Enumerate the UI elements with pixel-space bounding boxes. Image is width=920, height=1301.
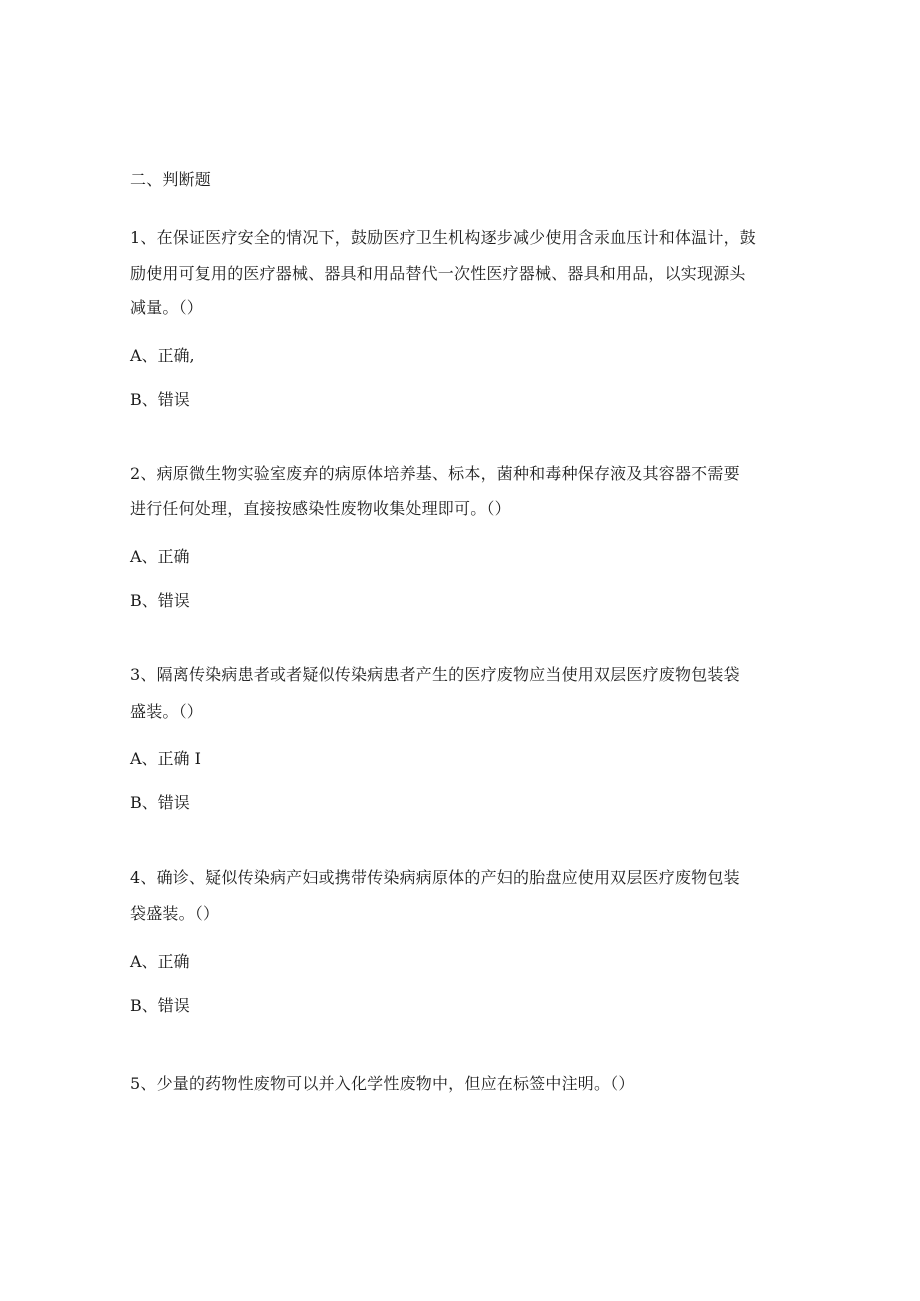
question-3-line-1: 3、隔离传染病患者或者疑似传染病患者产生的医疗废物应当使用双层医疗废物包装袋	[130, 665, 740, 684]
question-4-option-b: B、错误	[130, 996, 190, 1015]
question-2-line-2: 进行任何处理，直接按感染性废物收集处理即可。（）	[130, 499, 511, 518]
question-1-option-a: A、正确,	[130, 346, 195, 365]
question-4-option-a: A、正确	[130, 952, 190, 971]
question-3-line-2: 盛装。（）	[130, 702, 204, 721]
question-5-line-1: 5、少量的药物性废物可以并入化学性废物中，但应在标签中注明。（）	[130, 1074, 635, 1093]
question-4-line-1: 4、确诊、疑似传染病产妇或携带传染病病原体的产妇的胎盘应使用双层医疗废物包装	[130, 868, 740, 887]
question-1-option-b: B、错误	[130, 390, 190, 409]
section-title: 二、判断题	[130, 170, 212, 189]
question-2-option-b: B、错误	[130, 591, 190, 610]
question-1-line-2: 励使用可复用的医疗器械、器具和用品替代一次性医疗器械、器具和用品，以实现源头	[130, 264, 746, 283]
question-2-line-1: 2、病原微生物实验室废弃的病原体培养基、标本，菌种和毒种保存液及其容器不需要	[130, 464, 740, 483]
question-3-option-a: A、正确 I	[130, 749, 201, 768]
question-4-line-2: 袋盛装。（）	[130, 904, 220, 923]
question-2-option-a: A、正确	[130, 547, 190, 566]
question-1-line-3: 减量。（）	[130, 298, 204, 317]
question-3-option-b: B、错误	[130, 793, 190, 812]
question-1-line-1: 1、在保证医疗安全的情况下，鼓励医疗卫生机构逐步减少使用含汞血压计和体温计，鼓	[130, 228, 756, 247]
